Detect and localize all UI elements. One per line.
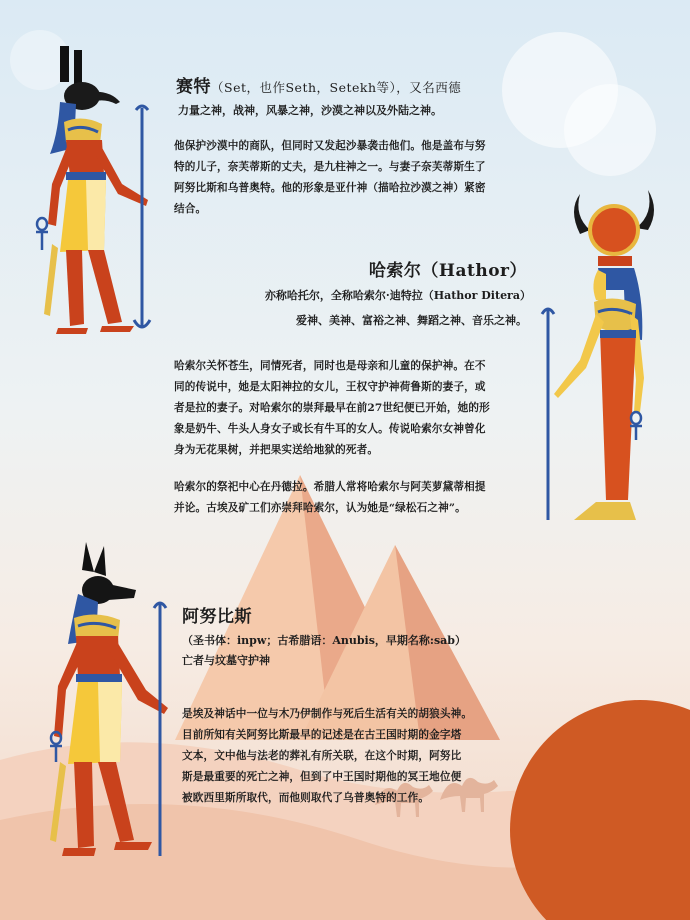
anubis-desc-line: 是埃及神话中一位与木乃伊制作与死后生活有关的胡狼头神。 xyxy=(182,708,473,720)
hathor-description-2 xyxy=(174,477,544,519)
anubis-names: （圣书体：inpw；古希腊语：Anubis，早期名称:sab） xyxy=(182,634,467,647)
set-desc-line: 特的儿子，奈芙蒂斯的丈夫，是九柱神之一。与妻子奈芙蒂斯生了 xyxy=(174,161,486,173)
hathor-desc-line: 哈索尔关怀苍生，同情死者，同时也是母亲和儿童的保护神。在不 xyxy=(174,360,486,372)
anubis-desc-line: 目前所知有关阿努比斯最早的记述是在古王国时期的金字塔 xyxy=(182,729,462,741)
anubis-desc-line: 斯是最重要的死亡之神，但到了中王国时期他的冥王地位便 xyxy=(182,771,462,783)
hathor-desc-line: 身为无花果树，并把果实送给地狱的死者。 xyxy=(174,444,379,456)
anubis-deity-illustration xyxy=(28,540,178,860)
anubis-description xyxy=(182,704,522,809)
anubis-role: 亡者与坟墓守护神 xyxy=(182,654,270,667)
set-description xyxy=(174,136,534,220)
anubis-title: 阿努比斯 xyxy=(182,607,252,627)
hathor-deity-illustration xyxy=(540,190,660,525)
set-desc-line: 结合。 xyxy=(174,203,207,215)
hathor-title: 哈索尔（Hathor） xyxy=(368,261,527,281)
hathor-desc-line: 者是拉的妻子。对哈索尔的崇拜最早在前27世纪便已开始，她的形 xyxy=(174,402,490,414)
hathor-roles: 爱神、美神、富裕之神、舞蹈之神、音乐之神。 xyxy=(296,314,527,327)
hathor-desc2-line: 并论。古埃及矿工们亦崇拜哈索尔，认为她是“绿松石之神”。 xyxy=(174,502,466,514)
set-title-line xyxy=(176,72,476,97)
hathor-description xyxy=(174,356,544,461)
set-desc-line: 他保护沙漠中的商队，但同时又发起沙暴袭击他们。他是盖布与努 xyxy=(174,140,486,152)
set-title: 赛特 xyxy=(176,77,211,97)
set-alias: （Set，也作Seth，Setekh等），又名西德 xyxy=(211,80,462,95)
anubis-desc-line: 文本，文中他与法老的葬礼有所关联，在这个时期，阿努比 xyxy=(182,750,462,762)
set-deity-illustration xyxy=(30,44,160,336)
anubis-desc-line: 被欧西里斯所取代，而他则取代了乌普奥特的工作。 xyxy=(182,792,430,804)
hathor-desc-line: 同的传说中，她是太阳神拉的女儿，王权守护神荷鲁斯的妻子，或 xyxy=(174,381,486,393)
set-desc-line: 阿努比斯和乌普奥特。他的形象是亚什神（描哈拉沙漠之神）紧密 xyxy=(174,182,486,194)
hathor-desc2-line: 哈索尔的祭祀中心在丹德拉。希腊人常将哈索尔与阿芙萝黛蒂相提 xyxy=(174,481,486,493)
set-roles: 力量之神，战神，风暴之神，沙漠之神以及外陆之神。 xyxy=(178,104,442,117)
hathor-fullname: 亦称哈托尔，全称哈索尔·迪特拉（Hathor Ditera） xyxy=(264,289,531,302)
hathor-desc-line: 象是奶牛、牛头人身女子或长有牛耳的女人。传说哈索尔女神曾化 xyxy=(174,423,486,435)
